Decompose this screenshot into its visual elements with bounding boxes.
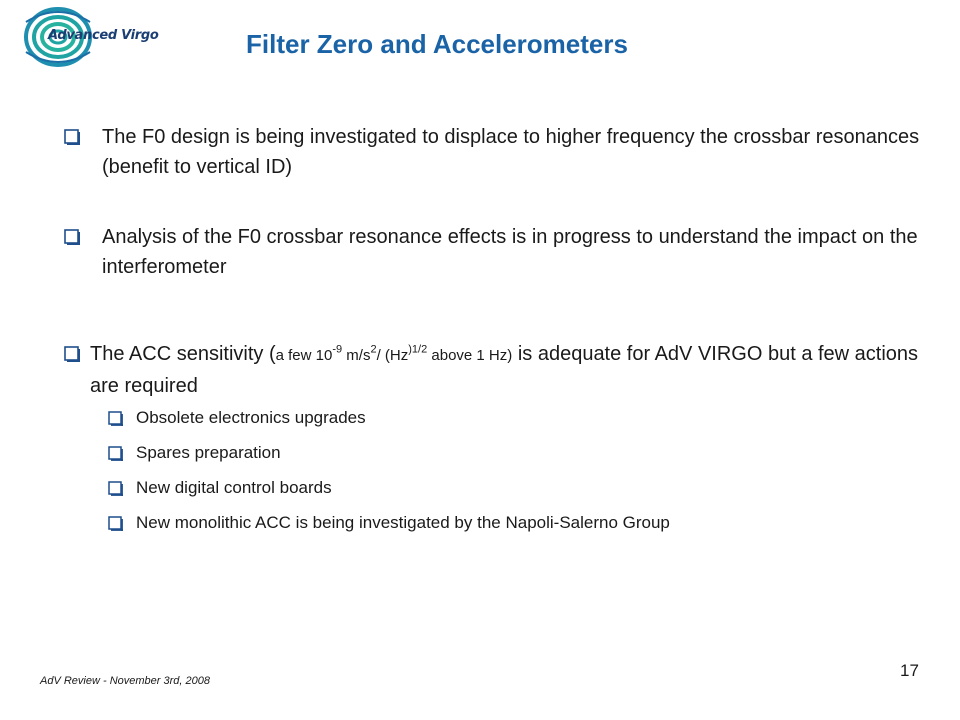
list-item-text: Spares preparation	[136, 443, 281, 462]
bullet-f0-analysis	[64, 222, 924, 282]
bullet-text	[64, 339, 924, 401]
checkbox-bullet-icon	[108, 481, 124, 497]
acc-unit: m/s	[342, 347, 371, 364]
acc-unit-hz: / (Hz	[376, 347, 409, 364]
acc-unit-exponent: 2	[370, 343, 377, 356]
list-item-text: New digital control boards	[136, 478, 332, 497]
checkbox-bullet-icon	[108, 516, 124, 532]
list-item	[108, 475, 928, 510]
bullet-text: The F0 design is being investigated to displace to higher frequency the crossbar resonances (benefit to vertical ID)	[102, 126, 920, 178]
acc-lead: The ACC sensitivity (	[90, 343, 276, 365]
acc-tail: is adequate for AdV VIRGO but a few actions are required	[90, 343, 919, 397]
bullet-f0-design	[64, 122, 924, 182]
footer-text: AdV Review - November 3rd, 2008	[40, 675, 210, 687]
acc-value: a few 10	[275, 347, 333, 364]
logo-text: Advanced Virgo	[48, 28, 159, 43]
list-item-text: Obsolete electronics upgrades	[136, 408, 366, 427]
slide-title: Filter Zero and Accelerometers	[246, 29, 628, 59]
acc-range: above 1 Hz)	[427, 347, 513, 364]
checkbox-bullet-icon	[64, 346, 80, 362]
acc-hz-exponent: )1/2	[408, 343, 428, 356]
checkbox-bullet-icon	[108, 411, 124, 427]
list-item	[108, 405, 928, 440]
bullet-text: Analysis of the F0 crossbar resonance effects is in progress to understand the impact on the interferometer	[102, 226, 918, 278]
list-item	[108, 510, 928, 545]
checkbox-bullet-icon	[64, 129, 80, 145]
list-item-text: New monolithic ACC is being investigated by the Napoli-Salerno Group	[136, 513, 670, 532]
acc-exponent: -9	[332, 343, 343, 356]
page-number: 17	[900, 661, 919, 680]
bullet-acc-sensitivity	[64, 339, 924, 401]
list-item	[108, 440, 928, 475]
virgo-logo	[18, 4, 188, 70]
checkbox-bullet-icon	[108, 446, 124, 462]
acc-actions-list	[108, 405, 928, 545]
checkbox-bullet-icon	[64, 229, 80, 245]
